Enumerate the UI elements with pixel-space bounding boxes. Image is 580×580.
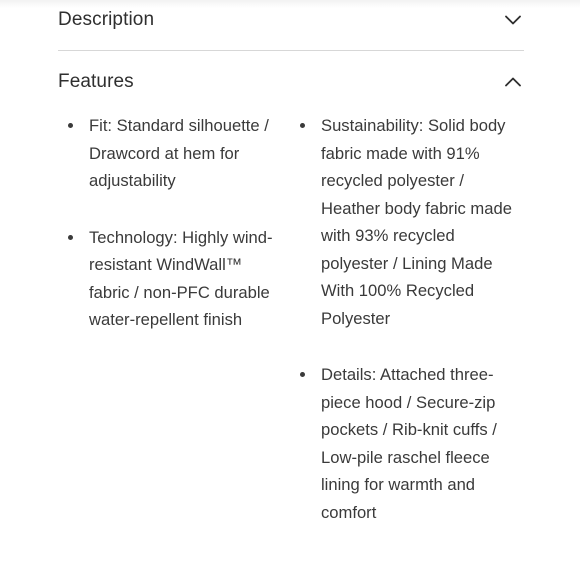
bullet-icon <box>68 123 73 128</box>
features-list-left <box>68 112 280 363</box>
feature-text: Fit: Standard silhouette / Drawcord at hem for adjustability <box>89 116 269 190</box>
features-title: Features <box>58 71 134 92</box>
features-accordion-header[interactable] <box>58 62 524 102</box>
feature-item-technology <box>68 224 280 334</box>
bullet-icon <box>68 235 73 240</box>
feature-text: Details: Attached three-piece hood / Secure-zip pockets / Rib-knit cuffs / Low-pile raschel fleece lining for warmth and comfort <box>321 365 497 522</box>
feature-item-details <box>300 361 524 526</box>
bullet-icon <box>300 123 305 128</box>
feature-text: Sustainability: Solid body fabric made with 91% recycled polyester / Heather body fabric made with 93% recycled polyester / Lining Made With 100% Recycled Polyester <box>321 116 512 328</box>
chevron-up-icon[interactable] <box>502 71 524 93</box>
description-accordion-header[interactable] <box>58 0 524 40</box>
feature-item-sustainability <box>300 112 524 332</box>
accordion-divider <box>58 50 524 51</box>
bullet-icon <box>300 372 305 377</box>
description-title: Description <box>58 9 155 30</box>
features-list-right <box>300 112 524 555</box>
chevron-down-icon[interactable] <box>502 9 524 31</box>
feature-text: Technology: Highly wind-resistant WindWall™ fabric / non-PFC durable water-repellent finish <box>89 227 273 329</box>
feature-item-fit <box>68 112 280 195</box>
